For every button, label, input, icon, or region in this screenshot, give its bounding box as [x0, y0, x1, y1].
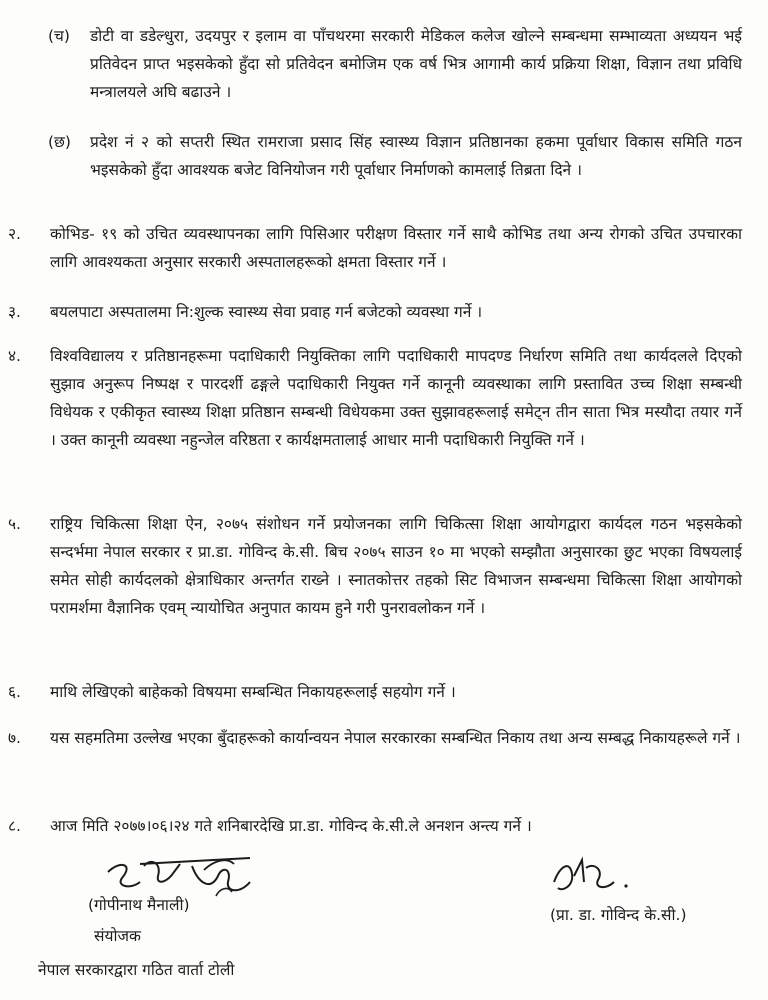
point-text: माथि लेखिएको बाहेकको विषयमा सम्बन्धित निकायहरूलाई सहयोग गर्ने । — [50, 683, 456, 701]
point-number: ३. — [8, 303, 21, 321]
clause-text: प्रदेश नं २ को सप्तरी स्थित रामराजा प्रसाद सिंह स्वास्थ्य विज्ञान प्रतिष्ठानका हकमा पूर्वाधार विकास समिति गठन भइसकेको हुँदा आवश्यक बजेट विनियोजन गरी पूर्वाधार निर्माणको कामलाई तिब्रता दिने । — [90, 133, 742, 179]
signatory-left-org: नेपाल सरकारद्वारा गठित वार्ता टोली — [38, 961, 235, 979]
point-3 — [8, 298, 742, 326]
point-number: ८. — [8, 817, 21, 835]
point-number: ५. — [8, 515, 21, 533]
clause-cha — [48, 22, 742, 106]
point-text: बयलपाटा अस्पतालमा नि:शुल्क स्वास्थ्य सेवा प्रवाह गर्न बजेटको व्यवस्था गर्ने । — [50, 303, 483, 321]
clause-chha — [48, 128, 742, 184]
point-8 — [8, 812, 742, 840]
signature-right-mark — [548, 852, 638, 902]
point-number: ४. — [8, 347, 21, 365]
point-2 — [8, 220, 742, 276]
point-7 — [8, 724, 742, 752]
clause-number: (च) — [48, 27, 70, 45]
signatory-right-name: (प्रा. डा. गोविन्द के.सी.) — [550, 906, 687, 924]
point-4 — [8, 342, 742, 454]
clause-text: डोटी वा डडेल्धुरा, उदयपुर र इलाम वा पाँचथरमा सरकारी मेडिकल कलेज खोल्ने सम्बन्धमा सम्भाव्यता अध्ययन भई प्रतिवेदन प्राप्त भइसकेको हुँदा सो प्रतिवेदन बमोजिम एक वर्ष भित्र आगामी कार्य प्रक्रिया शिक्षा, विज्ञान तथा प्रविधि मन्त्रालयले अघि बढाउने । — [90, 27, 742, 101]
point-text: राष्ट्रिय चिकित्सा शिक्षा ऐन, २०७५ संशोधन गर्ने प्रयोजनका लागि चिकित्सा शिक्षा आयोगद्वारा कार्यदल गठन भइसकेको सन्दर्भमा नेपाल सरकार र प्रा.डा. गोविन्द के.सी. बिच २०७५ साउन १० मा भएको सम्झौता अनुसारका छुट भएका विषयलाई समेत सोही कार्यदलको क्षेत्राधिकार अन्तर्गत राख्ने । स्नातकोत्तर तहको सिट विभाजन सम्बन्धमा चिकित्सा शिक्षा आयोगको परामर्शमा वैज्ञानिक एवम् न्यायोचित अनुपात कायम हुने गरी पुनरावलोकन गर्ने । — [50, 515, 742, 617]
point-text: विश्वविद्यालय र प्रतिष्ठानहरूमा पदाधिकारी नियुक्तिका लागि पदाधिकारी मापदण्ड निर्धारण समिति तथा कार्यदलले दिएको सुझाव अनुरूप निष्पक्ष र पारदर्शी ढङ्गले पदाधिकारी नियुक्त गर्ने कानूनी व्यवस्थाका लागि प्रस्तावित उच्च शिक्षा सम्बन्धी विधेयक र एकीकृत स्वास्थ्य शिक्षा प्रतिष्ठान सम्बन्धी विधेयकमा उक्त सुझावहरूलाई समेट्न तीन साता भित्र मस्यौदा तयार गर्ने । उक्त कानूनी व्यवस्था नहुन्जेल वरिष्ठता र कार्यक्षमतालाई आधार मानी पदाधिकारी नियुक्ति गर्ने । — [50, 347, 742, 449]
point-number: २. — [8, 225, 21, 243]
point-text: यस सहमतिमा उल्लेख भएका बुँदाहरूको कार्यान्वयन नेपाल सरकारका सम्बन्धित निकाय तथा अन्य सम्बद्ध निकायहरूले गर्ने । — [50, 729, 741, 747]
signatory-left-name: (गोपीनाथ मैनाली) — [88, 896, 190, 914]
point-number: ६. — [8, 683, 21, 701]
point-6 — [8, 678, 742, 706]
point-number: ७. — [8, 729, 21, 747]
clause-number: (छ) — [48, 133, 71, 151]
point-text: कोभिड- १९ को उचित व्यवस्थापनका लागि पिसिआर परीक्षण विस्तार गर्ने साथै कोभिड तथा अन्य रोगको उचित उपचारका लागि आवश्यकता अनुसार सरकारी अस्पतालहरूको क्षमता विस्तार गर्ने । — [50, 225, 742, 271]
point-5 — [8, 510, 742, 622]
point-text: आज मिति २०७७।०६।२४ गते शनिबारदेखि प्रा.डा. गोविन्द के.सी.ले अनशन अन्त्य गर्ने । — [50, 817, 532, 835]
signatory-left-role: संयोजक — [94, 927, 141, 945]
